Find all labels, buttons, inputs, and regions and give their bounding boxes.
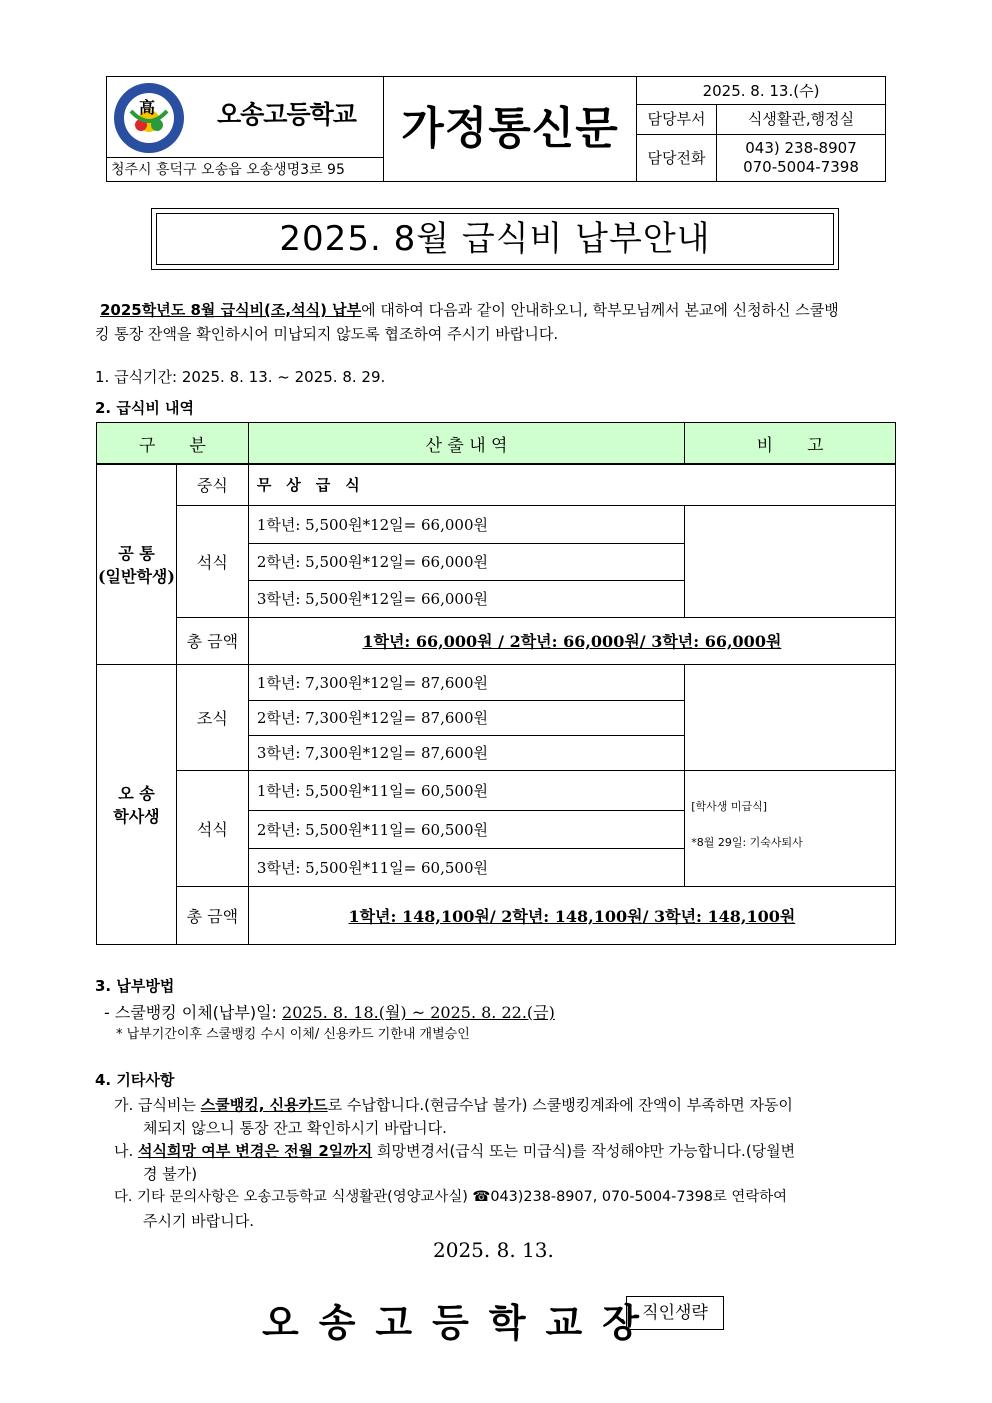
principal-name: 오송고등학교장 [262,1300,659,1345]
etc-item-c [114,1186,904,1208]
logo-char: 高 [139,98,156,117]
phone-label: 담당전화 [637,135,717,181]
intro-line-2: 킹 통장 잔액을 확인하시어 미납되지 않도록 협조하여 주시기 바랍니다. [95,325,559,343]
phone-1: 043) 238-8907 [745,139,857,157]
school-name: 오송고등학교 [217,100,356,129]
dorm-category [97,664,177,944]
intro-underlined: 2025학년도 8월 급식비(조,석식) 납부 [100,301,362,319]
common-total: 1학년: 66,000원 / 2학년: 66,000원/ 3학년: 66,000원 [248,617,895,664]
common-category [97,464,177,664]
dorm-dinner-row-1: 1학년: 5,500원*11일= 60,500원 [248,770,684,810]
etc-b-post: 희망변경서(급식 또는 미급식)를 작성해야만 가능합니다.(당월변 [372,1142,796,1160]
lunch-value: 무 상 급 식 [248,464,895,505]
common-dinner-note [685,505,896,617]
dorm-total: 1학년: 148,100원/ 2학년: 148,100원/ 3학년: 148,100원 [248,886,895,944]
etc-item-b [114,1140,904,1162]
common-cat-line1: 공 통 [118,544,155,564]
school-address: 청주시 흥덕구 오송읍 오송생명3로 95 [107,157,383,182]
dorm-dinner-row-2: 2학년: 5,500원*11일= 60,500원 [248,810,684,848]
common-total-label: 총 금액 [176,617,248,664]
dorm-cat-line1: 오 송 [118,784,155,803]
etc-c-mark: 다. [114,1189,133,1205]
common-dinner-row-2: 2학년: 5,500원*12일= 66,000원 [248,543,684,580]
school-info-box [106,76,384,182]
phone-2: 070-5004-7398 [743,158,859,176]
payment-date-range: 2025. 8. 18.(월) ~ 2025. 8. 22.(금) [282,1003,555,1022]
payment-note: * 납부기간이후 스쿨뱅킹 수시 이체/ 신용카드 기한내 개별승인 [116,1027,470,1042]
header-calc: 산 출 내 역 [248,423,684,465]
footer-date: 2025. 8. 13. [433,1238,554,1262]
notice-title-box [151,208,839,270]
dorm-note-1: [학사생 미급식] [691,799,768,813]
intro-paragraph [100,298,900,322]
fee-table [96,422,896,945]
dept-value: 식생활관,행정실 [747,110,855,128]
payment-date-prefix: - 스쿨뱅킹 이체(납부)일: [104,1003,283,1022]
breakfast-row-2: 2학년: 7,300원*12일= 87,600원 [248,700,684,735]
etc-item-c-line2: 주시기 바랍니다. [143,1212,254,1230]
notice-title: 2025. 8월 급식비 납부안내 [156,213,834,265]
dinner-label: 석식 [176,505,248,617]
breakfast-row-3: 3학년: 7,300원*12일= 87,600원 [248,735,684,770]
dorm-cat-line2: 학사생 [113,807,160,826]
doc-type-title: 가정통신문 [384,76,636,182]
common-dinner-row-3: 3학년: 5,500원*12일= 66,000원 [248,580,684,617]
breakfast-note [685,664,896,770]
dorm-total-label: 총 금액 [176,886,248,944]
section-2-title: 2. 급식비 내역 [95,399,195,417]
notice-date: 2025. 8. 13.(수) [637,77,885,105]
etc-item-b-line2: 경 불가) [143,1165,198,1183]
intro-rest: 에 대하여 다음과 같이 안내하오니, 학부모님께서 본교에 신청하신 스쿨뱅 [361,301,839,319]
dorm-dinner-note [685,770,896,886]
school-logo-icon [111,81,187,155]
etc-c-line1: 기타 문의사항은 오송고등학교 식생활관(영양교사실) ☎043)238-8907, 070-5004-7398로 연락하여 [137,1189,788,1205]
header-note: 비 고 [685,423,896,465]
header-category: 구 분 [97,423,249,465]
dorm-dinner-row-3: 3학년: 5,500원*11일= 60,500원 [248,848,684,886]
payment-date-line [104,1000,555,1023]
breakfast-label: 조식 [176,664,248,770]
etc-b-mark: 나. [114,1142,134,1160]
breakfast-row-1: 1학년: 7,300원*12일= 87,600원 [248,664,684,700]
section-3-title: 3. 납부방법 [95,977,175,995]
etc-a-underlined: 스쿨뱅킹, 신용카드 [200,1096,328,1114]
etc-item-a [114,1094,904,1116]
etc-a-mark: 가. [114,1096,134,1114]
dorm-note-2: *8월 29일: 기숙사퇴사 [691,835,803,849]
common-cat-line2: (일반학생) [97,567,175,587]
etc-a-post: 로 수납합니다.(현금수납 불가) 스쿨뱅킹계좌에 잔액이 부족하면 자동이 [327,1096,793,1114]
dept-label: 담당부서 [637,105,717,134]
common-dinner-row-1: 1학년: 5,500원*12일= 66,000원 [248,505,684,543]
etc-item-a-line2: 체되지 않으니 통장 잔고 확인하시기 바랍니다. [143,1119,447,1137]
etc-b-underlined: 석식희망 여부 변경은 전월 2일까지 [138,1142,373,1160]
lunch-label: 중식 [176,464,248,505]
seal-omitted-stamp: 직인생략 [626,1296,724,1330]
dorm-dinner-label: 석식 [176,770,248,886]
section-1-period: 1. 급식기간: 2025. 8. 13. ~ 2025. 8. 29. [95,368,386,386]
etc-a-pre: 급식비는 [138,1096,201,1114]
section-4-title: 4. 기타사항 [95,1071,175,1089]
contact-box [636,76,886,182]
